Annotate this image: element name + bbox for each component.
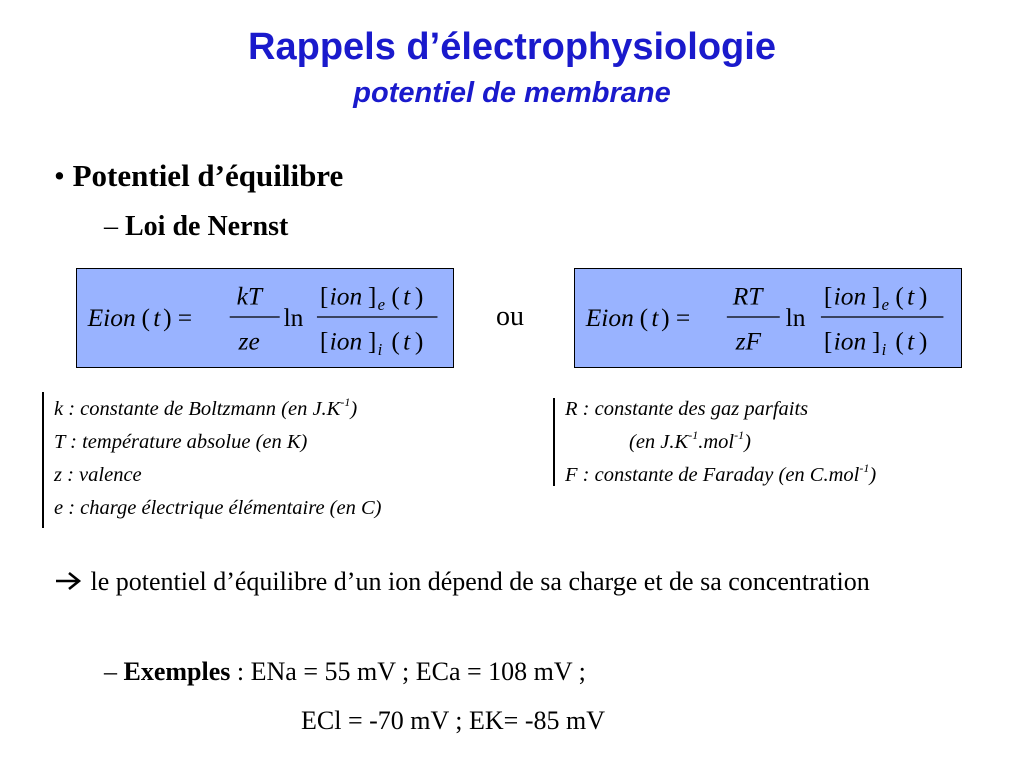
eq-lhs: Eion xyxy=(585,302,634,332)
svg-text:]: ] xyxy=(871,326,881,356)
svg-text:[: [ xyxy=(823,281,833,311)
equation-svg xyxy=(575,269,961,367)
eq-sub-i: i xyxy=(377,340,383,360)
svg-text:(: ( xyxy=(391,281,400,311)
svg-text:): ) xyxy=(661,302,670,332)
svg-text:[: [ xyxy=(319,281,329,311)
svg-text:t: t xyxy=(403,281,411,311)
eq-denominator: zF xyxy=(735,326,762,356)
eq-t: t xyxy=(651,302,659,332)
bullet-marker: • xyxy=(54,158,65,193)
svg-text:): ) xyxy=(414,281,424,311)
def-e: e : charge électrique élémentaire (en C) xyxy=(54,497,382,519)
nernst-equation-boltzmann xyxy=(76,268,454,368)
eq-sub-i: i xyxy=(881,340,887,360)
eq-numerator: kT xyxy=(236,281,263,311)
examples-line-1 xyxy=(104,655,586,689)
def-z: z : valence xyxy=(54,464,142,486)
def-R: R : constante des gaz parfaits xyxy=(565,398,809,420)
equation-svg xyxy=(77,269,453,367)
def-R-unit: (en $J.K^{-1}.mol^{-1}$) xyxy=(629,428,751,453)
svg-text:): ) xyxy=(163,302,172,332)
examples-dash: – xyxy=(104,657,117,686)
eq-sub-e: e xyxy=(881,295,890,315)
examples-line-2: ECl = -70 mV ; EK= -85 mV xyxy=(301,706,606,735)
svg-text:t: t xyxy=(907,326,915,356)
svg-text:(: ( xyxy=(639,302,649,332)
eq-sub-e: e xyxy=(377,295,386,315)
eq-ln: ln xyxy=(785,302,806,332)
svg-text:[: [ xyxy=(823,326,833,356)
eq-ion-den: ion xyxy=(329,326,363,356)
svg-text:t: t xyxy=(907,281,915,311)
bullet-label: Potentiel d’équilibre xyxy=(72,158,344,193)
svg-text:(: ( xyxy=(141,302,151,332)
eq-ln: ln xyxy=(283,302,304,332)
right-arrow-icon xyxy=(54,570,84,592)
definitions-right xyxy=(565,393,876,492)
eq-lhs: Eion xyxy=(87,302,136,332)
nernst-equation-gas xyxy=(574,268,962,368)
definitions-left xyxy=(54,393,381,525)
definitions-right-rule xyxy=(553,398,555,486)
svg-text:): ) xyxy=(918,281,928,311)
eq-denominator: ze xyxy=(238,326,260,356)
svg-text:=: = xyxy=(177,302,193,332)
eq-t: t xyxy=(153,302,161,332)
eq-numerator: RT xyxy=(732,281,763,311)
svg-text:t: t xyxy=(403,326,411,356)
eq-ion-num: ion xyxy=(329,281,363,311)
eq-ion-num: ion xyxy=(833,281,867,311)
svg-text:(: ( xyxy=(895,326,904,356)
svg-text:=: = xyxy=(675,302,691,332)
svg-text:]: ] xyxy=(871,281,881,311)
conclusion-text: le potentiel d’équilibre d’un ion dépend de sa charge et de sa concentration xyxy=(90,567,870,596)
svg-text:): ) xyxy=(918,326,928,356)
conclusion xyxy=(54,563,984,600)
svg-text:[: [ xyxy=(319,326,329,356)
svg-text:]: ] xyxy=(367,281,377,311)
slide-subtitle: potentiel de membrane xyxy=(353,77,671,109)
definitions-left-rule xyxy=(42,392,44,528)
slide-title: Rappels d’électrophysiologie xyxy=(248,26,776,68)
svg-text:(: ( xyxy=(391,326,400,356)
bullet-potentiel-equilibre xyxy=(54,156,343,196)
sub-bullet-label: Loi de Nernst xyxy=(125,211,289,242)
def-F: F : constante de Faraday (en C.mol$^{-1}$) xyxy=(565,461,877,486)
def-k: k : constante de Boltzmann (en $J.K^{-1}$) xyxy=(54,395,358,420)
svg-text:]: ] xyxy=(367,326,377,356)
sub-bullet-dash: – xyxy=(104,211,118,242)
svg-text:(: ( xyxy=(895,281,904,311)
equation-separator: ou xyxy=(496,301,524,332)
examples-label: Exemples xyxy=(123,657,231,686)
svg-text:): ) xyxy=(414,326,424,356)
examples-values-1: : ENa = 55 mV ; ECa = 108 mV ; xyxy=(230,657,586,686)
eq-ion-den: ion xyxy=(833,326,867,356)
sub-bullet-loi-nernst xyxy=(104,208,288,246)
def-T: T : température absolue (en K) xyxy=(54,431,308,453)
